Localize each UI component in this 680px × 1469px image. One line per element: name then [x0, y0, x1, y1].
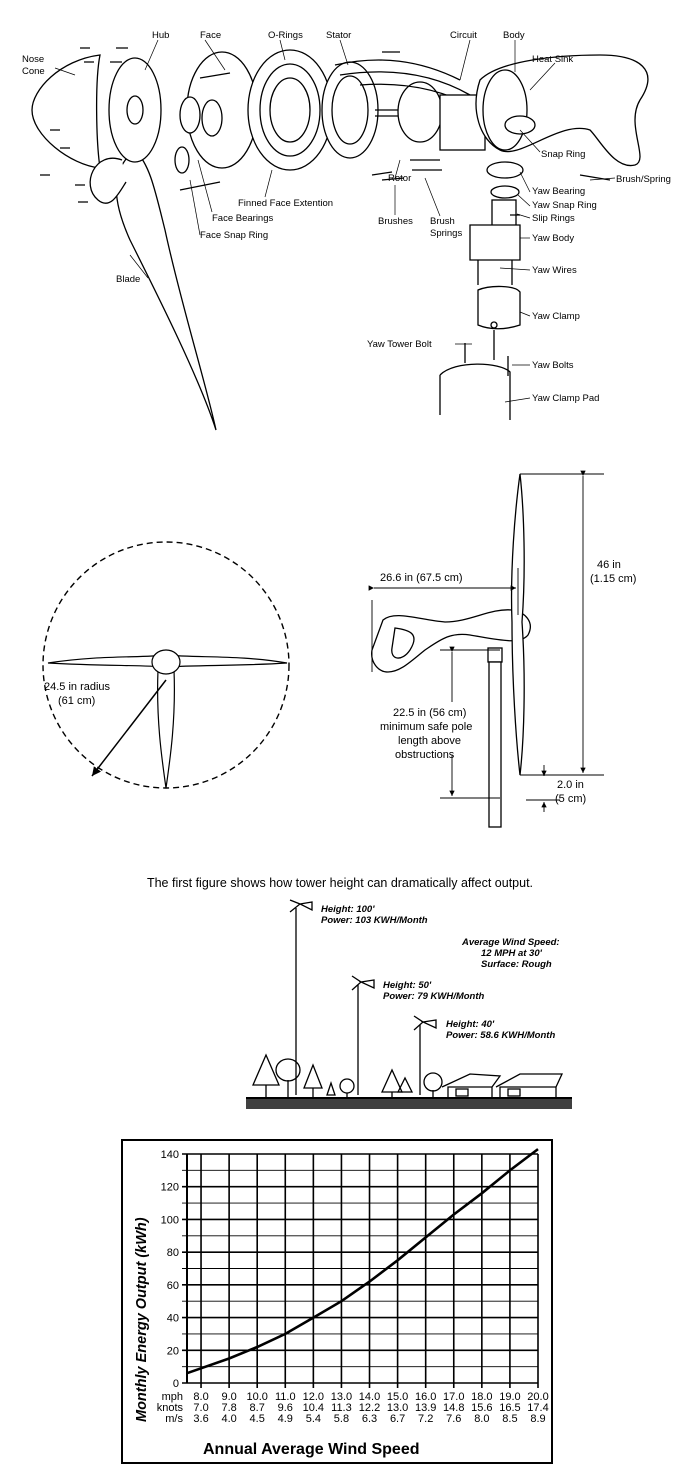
x-tick-label: 12.2: [358, 1402, 381, 1414]
wind-note-2: 12 MPH at 30': [481, 948, 542, 959]
tower2-height: Height: 50': [383, 980, 432, 991]
label-snap-ring: Snap Ring: [541, 149, 586, 160]
label-stator: Stator: [326, 30, 352, 41]
x-tick-label: 20.0: [527, 1391, 549, 1403]
pole-label-3: length above: [398, 735, 461, 747]
x-tick-label: 17.4: [527, 1402, 549, 1414]
dimensions-diagram: [0, 450, 680, 850]
x-tick-label: 10.4: [302, 1402, 325, 1414]
house-2: [496, 1074, 562, 1098]
length-label: 26.6 in (67.5 cm): [380, 572, 463, 584]
y-tick-label: 140: [160, 1149, 179, 1161]
x-tick-label: 8.5: [502, 1413, 518, 1425]
pole-label-4: obstructions: [395, 749, 455, 761]
yaw-clamp-shape: [478, 286, 520, 328]
y-tick-label: 120: [160, 1181, 179, 1194]
radius-label-2: (61 cm): [58, 695, 96, 707]
height-label-2: (1.15 cm): [590, 573, 637, 585]
label-brushes: Brushes: [378, 216, 413, 227]
label-heat-sink: Heat Sink: [532, 54, 574, 65]
y-tick-label: 100: [160, 1214, 179, 1227]
pole-label-2: minimum safe pole: [380, 721, 473, 733]
label-face-snap-ring: Face Snap Ring: [200, 230, 269, 241]
label-blade: Blade: [116, 274, 141, 285]
y-axis-label: Monthly Energy Output (kWh): [134, 1217, 150, 1422]
x-tick-label: 15.6: [471, 1402, 493, 1414]
x-tick-label: 7.6: [446, 1413, 462, 1425]
y-tick-label: 20: [166, 1345, 179, 1358]
tower1-height: Height: 100': [321, 904, 375, 915]
y-tick-label: 0: [172, 1378, 179, 1390]
x-tick-label: 4.9: [277, 1413, 293, 1425]
label-nose-cone-2: Cone: [22, 66, 45, 77]
label-finned-face: Finned Face Extention: [238, 198, 334, 209]
x-tick-label: 11.3: [331, 1402, 352, 1414]
label-hub: Hub: [152, 30, 170, 41]
label-yaw-wires: Yaw Wires: [532, 265, 577, 276]
label-yaw-tower-bolt: Yaw Tower Bolt: [367, 339, 432, 350]
x-tick-label: 8.0: [193, 1391, 209, 1403]
yaw-clamp-pad-shape: [440, 364, 510, 420]
tower1-power: Power: 103 KWH/Month: [321, 915, 428, 926]
energy-output-chart: [0, 1134, 680, 1469]
x-tick-label: 7.8: [221, 1402, 237, 1414]
wind-note-1: Average Wind Speed:: [462, 937, 560, 948]
yaw-body-shape: [470, 225, 520, 260]
label-brush-spring: Brush/Spring: [616, 174, 671, 185]
label-o-rings: O-Rings: [268, 30, 303, 41]
x-tick-label: 15.0: [386, 1391, 409, 1403]
label-yaw-bolts: Yaw Bolts: [532, 360, 574, 371]
x-tick-label: 6.3: [361, 1413, 378, 1425]
x-row-unit: mph: [161, 1391, 183, 1403]
y-tick-label: 40: [166, 1312, 179, 1325]
blade-shape: [116, 150, 216, 430]
label-face: Face: [200, 30, 222, 41]
tower2-power: Power: 79 KWH/Month: [383, 991, 485, 1002]
hub-shape: [109, 58, 161, 162]
x-tick-label: 11.0: [274, 1391, 296, 1403]
x-tick-label: 5.8: [333, 1413, 350, 1425]
x-tick-label: 8.9: [530, 1413, 546, 1425]
exploded-view-diagram: [0, 0, 680, 440]
x-axis-label: Annual Average Wind Speed: [203, 1441, 420, 1458]
side-pole: [489, 662, 501, 827]
x-tick-label: 13.0: [330, 1391, 353, 1403]
x-tick-label: 4.0: [221, 1413, 237, 1425]
tower3-height: Height: 40': [446, 1019, 495, 1030]
x-tick-label: 16.0: [414, 1391, 437, 1403]
x-tick-label: 7.2: [418, 1413, 434, 1425]
wind-note-3: Surface: Rough: [481, 959, 552, 970]
x-tick-label: 13.9: [414, 1402, 437, 1414]
label-face-bearings: Face Bearings: [212, 213, 274, 224]
x-tick-label: 5.4: [305, 1413, 322, 1425]
label-yaw-clamp-pad: Yaw Clamp Pad: [532, 393, 600, 404]
clearance-label-1: 2.0 in: [557, 779, 584, 791]
label-rotor: Rotor: [388, 173, 412, 184]
height-label-1: 46 in: [597, 559, 621, 571]
tower-height-figure: [0, 890, 680, 1120]
x-tick-label: 14.8: [443, 1402, 465, 1414]
label-circuit: Circuit: [450, 30, 477, 41]
label-body: Body: [503, 30, 525, 41]
x-tick-label: 8.0: [474, 1413, 490, 1425]
house-1: [442, 1074, 500, 1098]
x-tick-label: 19.0: [499, 1391, 521, 1403]
y-tick-label: 80: [166, 1247, 179, 1260]
label-brush-springs-2: Springs: [430, 228, 463, 239]
x-tick-label: 7.0: [193, 1402, 209, 1414]
label-yaw-bearing: Yaw Bearing: [532, 186, 586, 197]
x-tick-label: 4.5: [249, 1413, 265, 1425]
label-brush-springs-1: Brush: [430, 216, 455, 227]
x-tick-label: 16.5: [499, 1402, 521, 1414]
x-tick-label: 14.0: [358, 1391, 381, 1403]
label-slip-rings: Slip Rings: [532, 213, 575, 224]
x-tick-label: 10.0: [246, 1391, 268, 1403]
pole-label-1: 22.5 in (56 cm): [393, 707, 467, 719]
x-tick-label: 8.7: [249, 1402, 265, 1414]
x-tick-label: 6.7: [389, 1413, 406, 1425]
label-yaw-clamp: Yaw Clamp: [532, 311, 580, 322]
clearance-label-2: (5 cm): [555, 793, 587, 805]
x-tick-label: 18.0: [471, 1391, 493, 1403]
x-tick-label: 17.0: [443, 1391, 465, 1403]
side-blade-shape: [512, 474, 525, 775]
x-tick-label: 9.6: [277, 1402, 293, 1414]
tower3-power: Power: 58.6 KWH/Month: [446, 1030, 556, 1041]
x-tick-label: 9.0: [221, 1391, 237, 1403]
x-tick-label: 3.6: [193, 1413, 209, 1425]
x-tick-label: 13.0: [386, 1402, 409, 1414]
radius-label-1: 24.5 in radius: [44, 681, 111, 693]
x-row-unit: knots: [156, 1402, 183, 1414]
label-yaw-snap-ring: Yaw Snap Ring: [532, 200, 597, 211]
x-tick-label: 12.0: [302, 1391, 325, 1403]
label-yaw-body: Yaw Body: [532, 233, 575, 244]
caption-text: The first figure shows how tower height can dramatically affect output.: [146, 876, 534, 890]
x-row-unit: m/s: [165, 1413, 183, 1425]
label-nose-cone-1: Nose: [22, 54, 45, 65]
y-tick-label: 60: [166, 1279, 179, 1292]
